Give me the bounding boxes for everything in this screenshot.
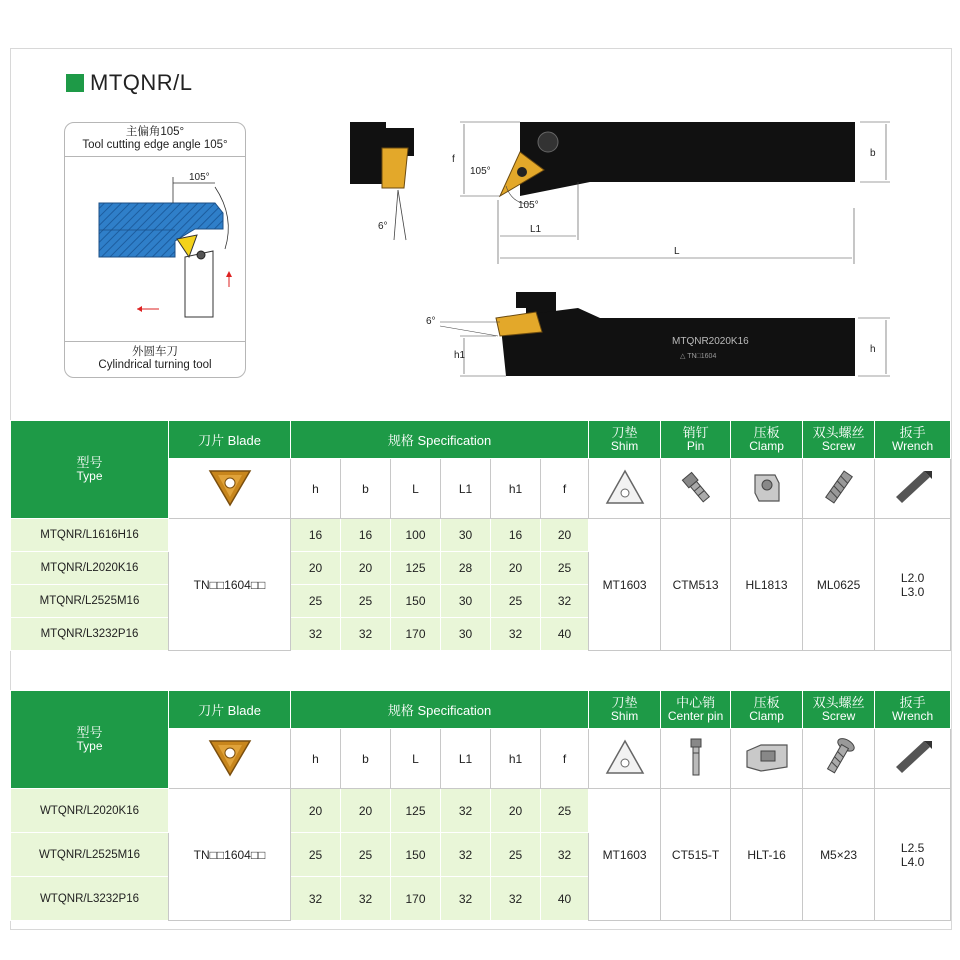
cell-L: 100 xyxy=(391,519,441,552)
cell-L: 125 xyxy=(391,789,441,833)
page-title: MTQNR/L xyxy=(90,70,193,95)
wrench-icon-cell xyxy=(875,459,951,519)
cell-b: 32 xyxy=(341,877,391,921)
center-pin-icon xyxy=(674,735,718,779)
table-row-type: WTQNR/L2525M16 xyxy=(11,833,169,877)
cell-L: 170 xyxy=(391,618,441,651)
table-row-type: MTQNR/L2525M16 xyxy=(11,585,169,618)
cell-f: 40 xyxy=(541,618,589,651)
col-h: h xyxy=(291,729,341,789)
table-row-type: WTQNR/L3232P16 xyxy=(11,877,169,921)
spec-table-1 xyxy=(10,420,951,651)
type-header-cn: 型号 xyxy=(76,725,103,740)
type-header-cn: 型号 xyxy=(76,455,103,470)
col-L: L xyxy=(391,729,441,789)
screw-code: ML0625 xyxy=(803,519,875,651)
wrench-code xyxy=(875,519,951,651)
cell-L: 150 xyxy=(391,585,441,618)
wrench-code xyxy=(875,789,951,921)
wrench-icon-cell xyxy=(875,729,951,789)
insert-triangle-icon xyxy=(206,735,254,779)
angle-6-side: 6° xyxy=(426,316,436,327)
col-L1: L1 xyxy=(441,459,491,519)
col-f: f xyxy=(541,459,589,519)
table-row-type: WTQNR/L2020K16 xyxy=(11,789,169,833)
dim-b: b xyxy=(870,148,876,159)
blade-header: 刀片 Blade xyxy=(169,421,291,459)
screw-header: 双头螺丝 Screw xyxy=(803,691,875,729)
cell-h: 25 xyxy=(291,833,341,877)
cell-h: 20 xyxy=(291,552,341,585)
cell-h: 32 xyxy=(291,618,341,651)
dim-h: h xyxy=(870,344,876,355)
cell-h: 32 xyxy=(291,877,341,921)
col-L: L xyxy=(391,459,441,519)
insert-shape xyxy=(177,235,197,257)
angle-footer-cn: 外圆车刀 xyxy=(132,346,178,358)
blade-header: 刀片 Blade xyxy=(169,691,291,729)
dim-L: L xyxy=(674,246,680,257)
spec-table-2 xyxy=(10,690,951,921)
col-L1: L1 xyxy=(441,729,491,789)
shim-code: MT1603 xyxy=(589,519,661,651)
center-pin-header: 中心销 Center pin xyxy=(661,691,731,729)
table-row-type: MTQNR/L3232P16 xyxy=(11,618,169,651)
clamp-icon-cell xyxy=(731,729,803,789)
turning-diagram xyxy=(65,157,245,341)
insert-triangle-icon xyxy=(206,465,254,509)
wrench-header: 扳手 Wrench xyxy=(875,421,951,459)
angle-105-b: 105° xyxy=(518,200,539,211)
clamp-header: 压板 Clamp xyxy=(731,691,803,729)
angle-105-a: 105° xyxy=(470,166,491,177)
cell-h1: 32 xyxy=(491,618,541,651)
clamp-code: HLT-16 xyxy=(731,789,803,921)
cell-b: 16 xyxy=(341,519,391,552)
pin-header: 销钉 Pin xyxy=(661,421,731,459)
blade-icon-cell xyxy=(169,459,291,519)
end-view xyxy=(350,122,414,240)
cell-f: 25 xyxy=(541,789,589,833)
shim-icon-cell xyxy=(589,459,661,519)
cell-L1: 30 xyxy=(441,618,491,651)
blade-code: TN□□1604□□ xyxy=(169,789,291,921)
wrench-size-2: L3.0 xyxy=(900,584,925,599)
cell-L: 150 xyxy=(391,833,441,877)
clamp-icon-cell xyxy=(731,459,803,519)
screw-icon-cell xyxy=(803,459,875,519)
screw-header: 双头螺丝 Screw xyxy=(803,421,875,459)
screw-icon xyxy=(817,735,861,779)
col-h1: h1 xyxy=(491,729,541,789)
shim-triangle-icon xyxy=(603,737,647,777)
blade-code: TN□□1604□□ xyxy=(169,519,291,651)
hex-wrench-icon xyxy=(888,737,938,777)
center-pin-code: CT515-T xyxy=(661,789,731,921)
hex-wrench-icon xyxy=(888,467,938,507)
cell-h1: 20 xyxy=(491,789,541,833)
clamp-header: 压板 Clamp xyxy=(731,421,803,459)
screw-icon xyxy=(817,467,861,507)
angle-illustration xyxy=(64,122,246,378)
cell-h1: 32 xyxy=(491,877,541,921)
cell-L1: 30 xyxy=(441,519,491,552)
cell-f: 20 xyxy=(541,519,589,552)
angle-header xyxy=(65,123,245,157)
type-header xyxy=(11,691,169,789)
wrench-size-1: L2.5 xyxy=(900,840,925,855)
tool-holder-drawing xyxy=(330,100,910,390)
angle-header-cn: 主偏角105° xyxy=(125,126,185,138)
top-view xyxy=(452,122,890,264)
type-header xyxy=(11,421,169,519)
shim-triangle-icon xyxy=(603,467,647,507)
wrench-size-2: L4.0 xyxy=(900,854,925,869)
cell-b: 20 xyxy=(341,552,391,585)
clamp-icon xyxy=(741,737,793,777)
shim-header: 刀垫 Shim xyxy=(589,691,661,729)
dim-L1: L1 xyxy=(530,224,542,235)
blade-icon-cell xyxy=(169,729,291,789)
tool-shank xyxy=(185,251,213,317)
cell-f: 32 xyxy=(541,833,589,877)
cell-f: 25 xyxy=(541,552,589,585)
engraving-small: △ TN□1604 xyxy=(680,353,717,360)
cell-L1: 32 xyxy=(441,877,491,921)
wrench-size-1: L2.0 xyxy=(900,570,925,585)
pin-icon xyxy=(674,467,718,507)
type-header-en: Type xyxy=(76,469,103,483)
dim-h1: h1 xyxy=(454,350,466,361)
cell-L: 125 xyxy=(391,552,441,585)
angle-header-en: Tool cutting edge angle 105° xyxy=(82,139,228,151)
cell-f: 32 xyxy=(541,585,589,618)
pin-code: CTM513 xyxy=(661,519,731,651)
type-header-en: Type xyxy=(76,739,103,753)
table-row-type: MTQNR/L2020K16 xyxy=(11,552,169,585)
spec-header: 规格 Specification xyxy=(291,421,589,459)
col-h1: h1 xyxy=(491,459,541,519)
wrench-header: 扳手 Wrench xyxy=(875,691,951,729)
cell-L1: 28 xyxy=(441,552,491,585)
pin-icon-cell xyxy=(661,459,731,519)
cell-h: 25 xyxy=(291,585,341,618)
cell-h1: 16 xyxy=(491,519,541,552)
cell-L1: 32 xyxy=(441,789,491,833)
cell-h1: 25 xyxy=(491,585,541,618)
angle-footer-en: Cylindrical turning tool xyxy=(98,359,212,371)
col-b: b xyxy=(341,459,391,519)
cell-h1: 25 xyxy=(491,833,541,877)
front-view xyxy=(426,292,890,376)
col-b: b xyxy=(341,729,391,789)
angle-footer xyxy=(65,341,245,377)
col-f: f xyxy=(541,729,589,789)
shim-icon-cell xyxy=(589,729,661,789)
title-marker xyxy=(66,74,84,92)
cell-h: 20 xyxy=(291,789,341,833)
engraving-text: MTQNR2020K16 xyxy=(672,336,749,347)
center-pin-icon-cell xyxy=(661,729,731,789)
angle-label: 105° xyxy=(189,172,210,183)
cell-b: 25 xyxy=(341,833,391,877)
shim-header: 刀垫 Shim xyxy=(589,421,661,459)
cell-L1: 32 xyxy=(441,833,491,877)
dim-f: f xyxy=(452,154,455,165)
cell-f: 40 xyxy=(541,877,589,921)
cell-h1: 20 xyxy=(491,552,541,585)
cell-b: 32 xyxy=(341,618,391,651)
table-row-type: MTQNR/L1616H16 xyxy=(11,519,169,552)
cell-b: 20 xyxy=(341,789,391,833)
angle-6-label: 6° xyxy=(378,221,388,232)
screw-code: M5×23 xyxy=(803,789,875,921)
cell-h: 16 xyxy=(291,519,341,552)
cell-L1: 30 xyxy=(441,585,491,618)
clamp-code: HL1813 xyxy=(731,519,803,651)
shim-code: MT1603 xyxy=(589,789,661,921)
spec-header: 规格 Specification xyxy=(291,691,589,729)
screw-icon-cell xyxy=(803,729,875,789)
cell-L: 170 xyxy=(391,877,441,921)
title-block xyxy=(66,70,193,96)
cell-b: 25 xyxy=(341,585,391,618)
clamp-icon xyxy=(745,467,789,507)
col-h: h xyxy=(291,459,341,519)
